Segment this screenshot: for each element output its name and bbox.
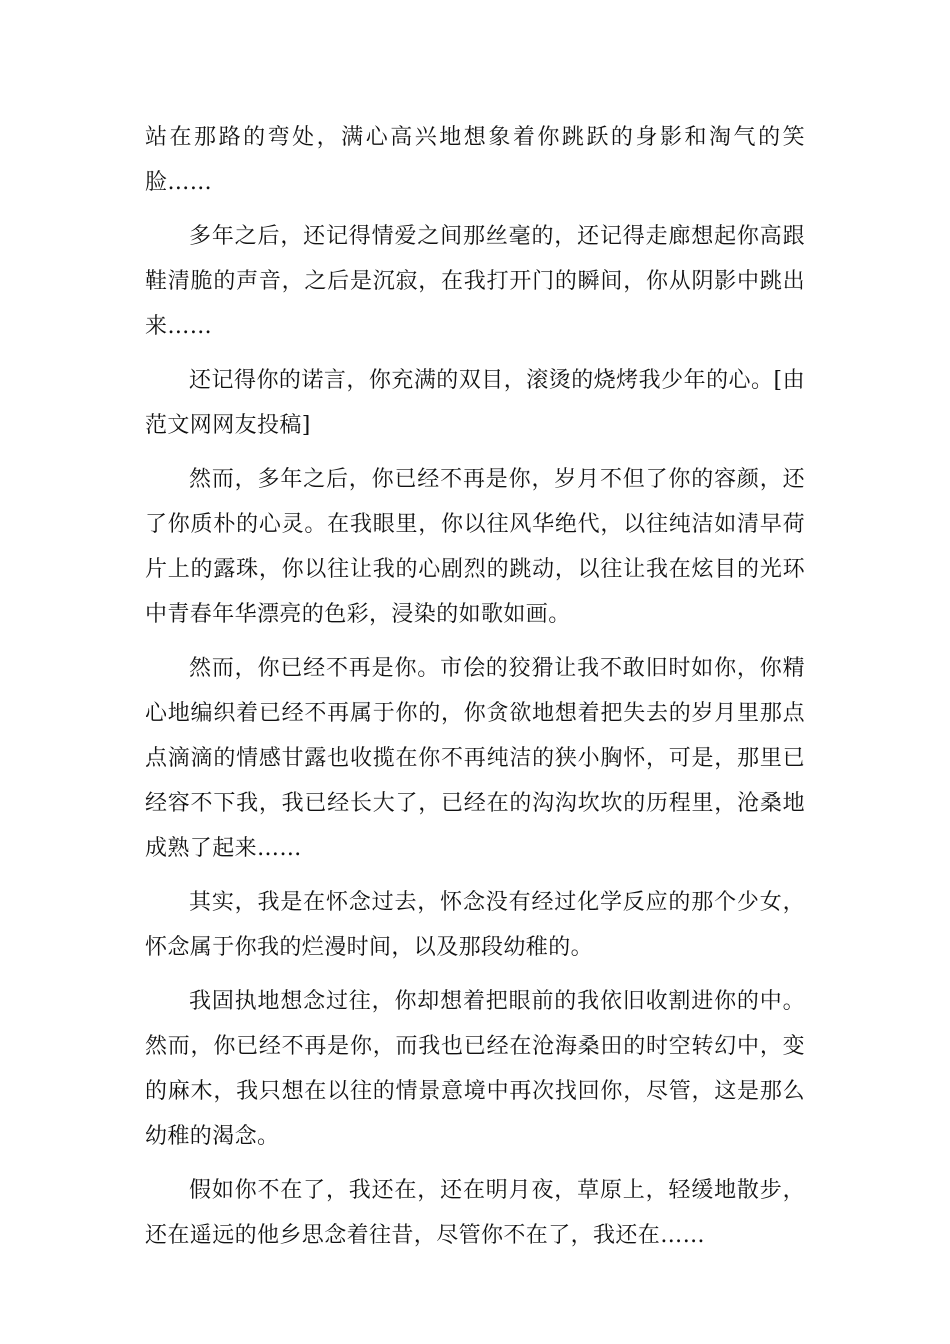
paragraph-1: 站在那路的弯处，满心高兴地想象着你跳跃的身影和淘气的笑脸…… [145,125,805,195]
paragraph-4: 然而，多年之后，你已经不再是你，岁月不但了你的容颜，还了你质朴的心灵。在我眼里，你以往风华绝代，以往纯洁如清早荷片上的露珠，你以往让我的心剧烈的跳动，以往让我在炫目的光环中青春年华漂亮的色彩，浸染的如歌如画。 [145,467,805,627]
document-body [145,115,805,1258]
paragraph-2: 多年之后，还记得情爱之间那丝毫的，还记得走廊想起你高跟鞋清脆的声音，之后是沉寂，在我打开门的瞬间，你从阴影中跳出来…… [145,224,805,339]
paragraph-3: 还记得你的诺言，你充满的双目，滚烫的烧烤我少年的心。[由范文网网友投稿] [145,368,805,438]
paragraph-6: 其实，我是在怀念过去，怀念没有经过化学反应的那个少女，怀念属于你我的烂漫时间，以及那段幼稚的。 [145,890,805,960]
paragraph-8: 假如你不在了，我还在，还在明月夜，草原上，轻缓地散步，还在遥远的他乡思念着往昔，尽管你不在了，我还在…… [145,1178,805,1248]
paragraph-5: 然而，你已经不再是你。市侩的狡猾让我不敢旧时如你，你精心地编织着已经不再属于你的，你贪欲地想着把失去的岁月里那点点滴滴的情感甘露也收揽在你不再纯洁的狭小胸怀，可是，那里已经容不下我，我已经长大了，已经在的沟沟坎坎的历程里，沧桑地成熟了起来…… [145,656,805,861]
paragraph-7: 我固执地想念过往，你却想着把眼前的我依旧收割进你的中。然而，你已经不再是你，而我也已经在沧海桑田的时空转幻中，变的麻木，我只想在以往的情景意境中再次找回你，尽管，这是那么幼稚的渴念。 [145,989,805,1149]
